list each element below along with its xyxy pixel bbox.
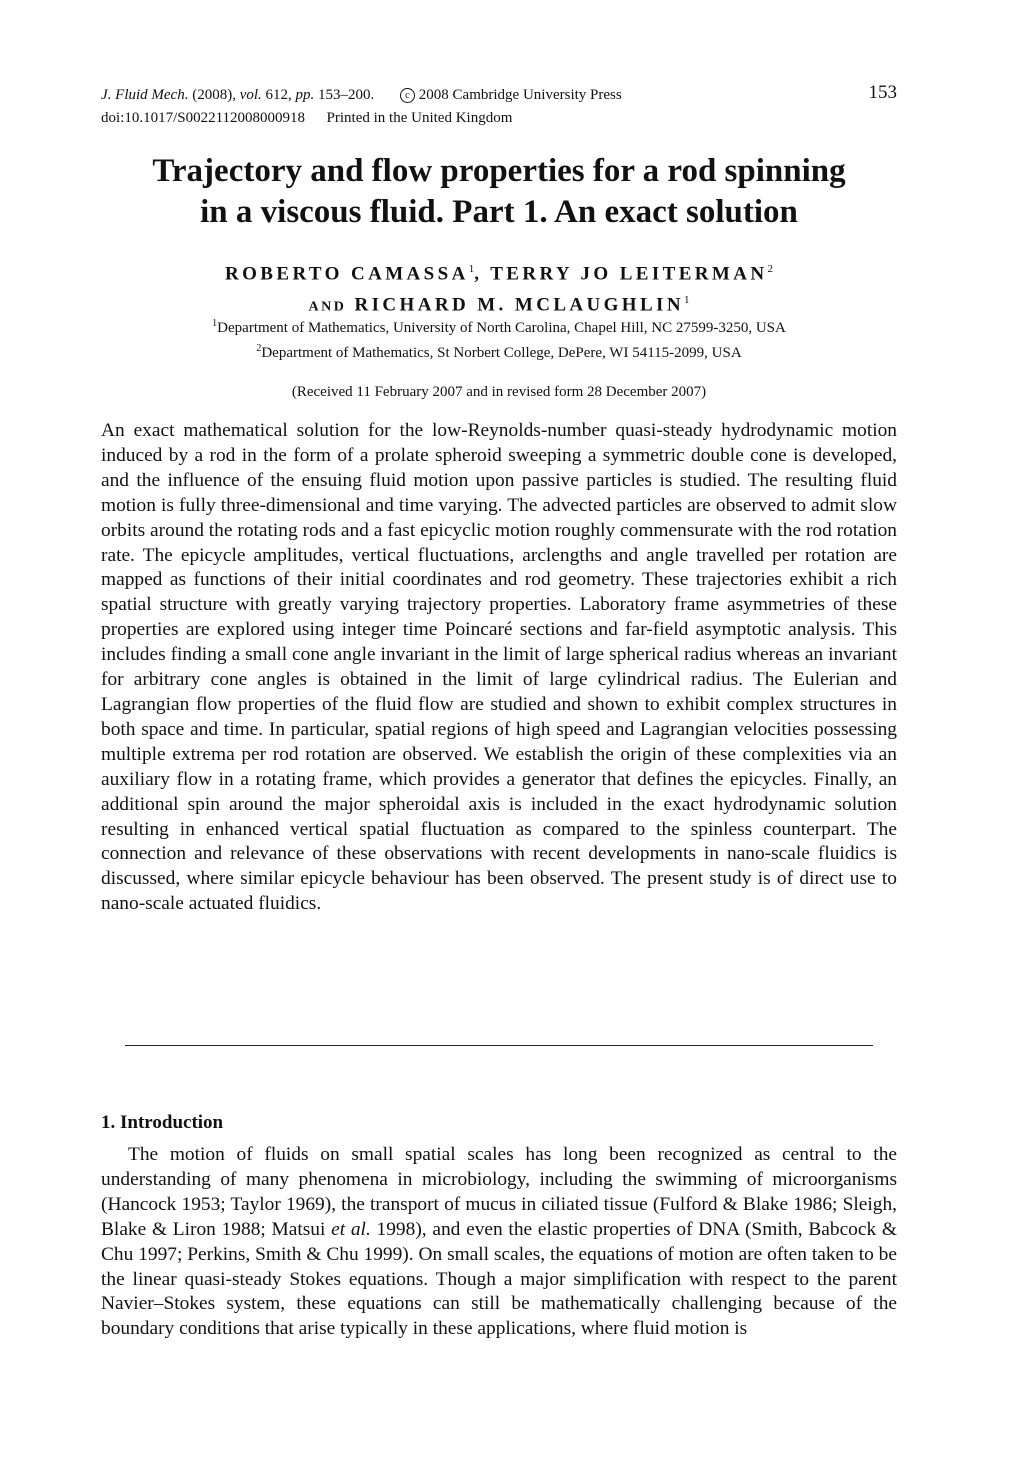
page-number: 153 <box>868 82 897 103</box>
author-conjunction: AND <box>308 299 347 315</box>
running-header <box>101 84 897 130</box>
affiliation-marker: 1 <box>212 318 218 329</box>
affiliation-text: Department of Mathematics, St Norbert College, DePere, WI 54115-2099, USA <box>261 345 742 361</box>
section-heading: 1. Introduction <box>101 1112 224 1133</box>
et-al: et al. <box>331 1218 371 1240</box>
divider <box>125 1045 873 1046</box>
doi-line <box>101 107 897 130</box>
copyright-icon: c <box>400 88 415 103</box>
title-line: Trajectory and flow properties for a rod spinning <box>152 153 846 189</box>
affiliation <box>101 313 897 339</box>
journal-year: (2008), <box>192 87 236 103</box>
author-name: RICHARD M. MCLAUGHLIN <box>354 294 684 316</box>
citation-line <box>101 84 897 107</box>
page-range: 153–200. <box>318 87 375 103</box>
affiliation-marker: 2 <box>767 263 773 275</box>
author-name: TERRY JO LEITERMAN <box>490 263 768 285</box>
volume-label: vol. <box>239 87 262 103</box>
affiliation-text: Department of Mathematics, University of North Carolina, Chapel Hill, NC 27599-3250, USA <box>217 320 786 336</box>
paragraph-text: The motion of fluids on small spatial scales has long been recognized as central to the understanding of many phenomena in microbiology, including the swimming of microorganisms (Hancock 1953; Taylor 1969), the transport of mucus in ciliated tissue (Fulford & Blake 1986; Sleigh, Blake & Liron 1988; Matsui <box>101 1144 897 1240</box>
copyright-text: 2008 Cambridge University Press <box>418 87 622 103</box>
title-line: in a viscous fluid. Part 1. An exact solution <box>200 194 798 230</box>
author-list <box>101 256 897 321</box>
doi: doi:10.1017/S0022112008000918 <box>101 110 306 126</box>
received-dates: (Received 11 February 2007 and in revised form 28 December 2007) <box>291 384 707 400</box>
affiliation-marker: 1 <box>468 263 475 275</box>
abstract: An exact mathematical solution for the low-Reynolds-number quasi-steady hydrodynamic motion induced by a rod in the form of a prolate spheroid sweeping a symmetric double cone is developed, and the influence of the ensuing fluid motion upon passive particles is studied. The resulting fluid motion is fully three-dimensional and time varying. The advected particles are observed to admit slow orbits around the rotating rods and a fast epicyclic motion roughly commensurate with the rod rotation rate. The epicycle amplitudes, vertical fluctuations, arclengths and angle travelled per rotation are mapped as functions of their initial coordinates and rod geometry. These trajectories exhibit a rich spatial structure with greatly varying trajectory properties. Laboratory frame asymmetries of these properties are explored using integer time Poincaré sections and far-field asymptotic analysis. This includes finding a small cone angle invariant in the limit of large spherical radius whereas an invariant for arbitrary cone angles is obtained in the limit of large cylindrical radius. The Eulerian and Lagrangian flow properties of the fluid flow are studied and shown to exhibit complex structures in both space and time. In particular, spatial regions of high speed and Lagrangian velocities possessing multiple extrema per rod rotation are observed. We establish the origin of these complexities via an auxiliary flow in a rotating frame, which provides a generator that defines the epicycles. Finally, an additional spin around the major spheroidal axis is included in the exact hydrodynamic solution resulting in enhanced vertical spatial fluctuation as compared to the spinless counterpart. The connection and relevance of these observations with recent developments in nano-scale fluidics is discussed, where similar epicycle behaviour has been observed. The present study is of direct use to nano-scale actuated fluidics. <box>101 420 897 915</box>
volume-number: 612, <box>265 87 292 103</box>
author-name: ROBERTO CAMASSA <box>225 263 469 285</box>
affiliation <box>101 338 897 364</box>
affiliation-marker: 1 <box>683 294 690 307</box>
pages-label: pp. <box>295 87 315 103</box>
affiliation-marker: 2 <box>256 343 262 354</box>
paragraph-text: 1998), and even the elastic properties of DNA (Smith, Babcock & Chu 1997; Perkins, Smith & Chu 1999). On small scales, the equations of motion are often taken to be the linear quasi-steady Stokes equations. Though a major simplification with respect to the parent Navier–Stokes system, these equations can still be mathematically challenging because of the boundary conditions that arise typically in these applications, where fluid motion is <box>101 1218 898 1340</box>
introduction-paragraph <box>101 1143 897 1342</box>
author-separator: , <box>474 263 491 285</box>
printed-note: Printed in the United Kingdom <box>326 110 513 126</box>
paper-title <box>101 151 897 233</box>
journal-name: J. Fluid Mech. <box>101 87 189 103</box>
